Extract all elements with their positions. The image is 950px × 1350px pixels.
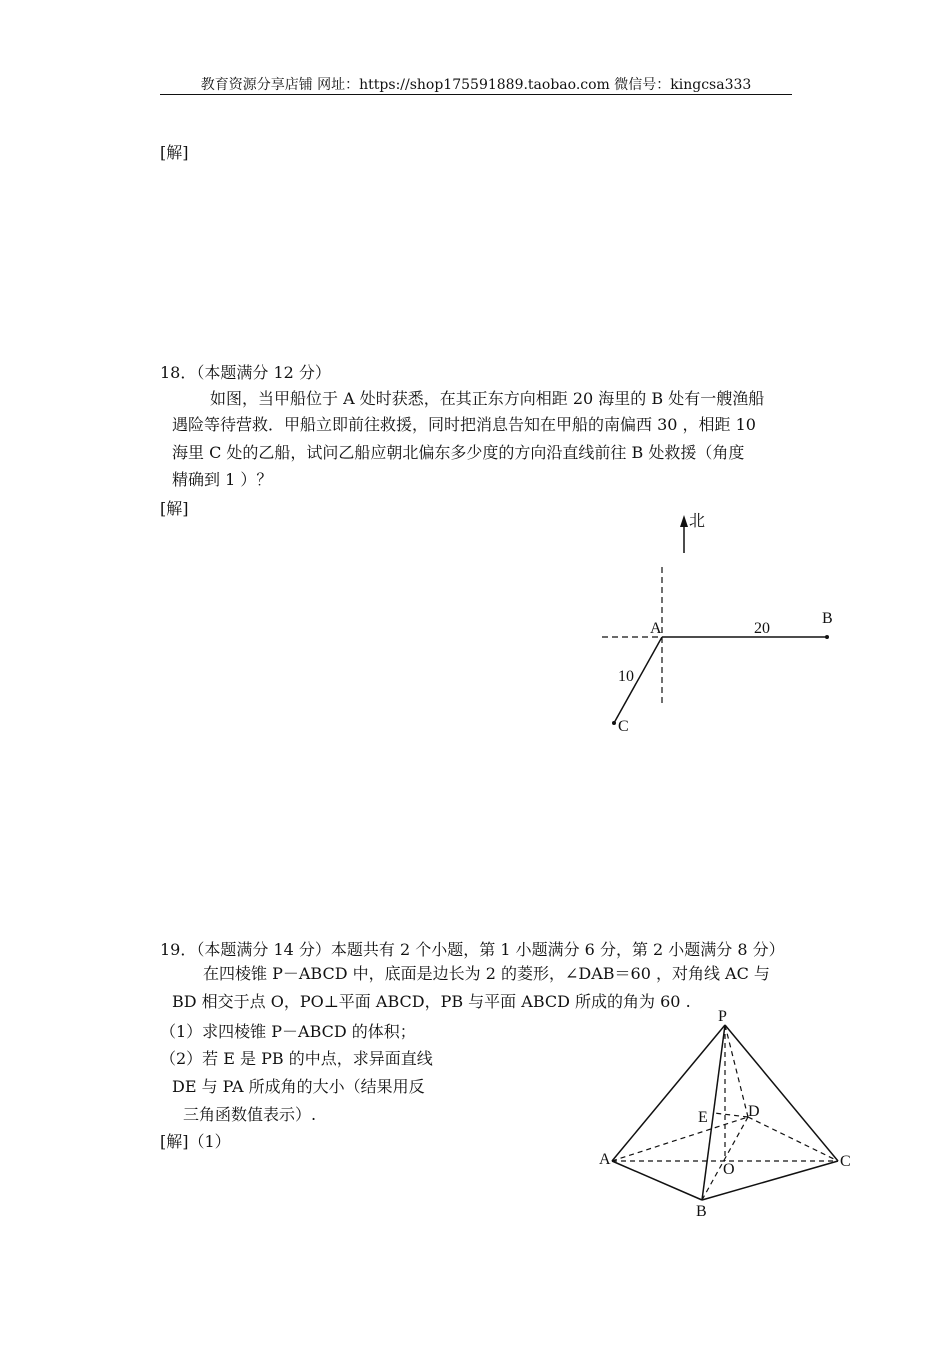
label-ab-length: 20	[754, 620, 770, 637]
q19-part2-line-1: （2）若 E 是 PB 的中点，求异面直线	[160, 1049, 433, 1068]
north-label: 北	[689, 513, 706, 530]
q19-pyramid-figure	[590, 1000, 860, 1225]
label-b: B	[696, 1203, 707, 1220]
edge-dc-hidden	[748, 1117, 838, 1161]
label-a: A	[650, 620, 662, 637]
label-c: C	[840, 1153, 851, 1170]
label-b: B	[822, 610, 833, 627]
label-a: A	[599, 1151, 611, 1168]
q18-solution-label: [解]	[160, 499, 189, 518]
q19-title: 19．（本题满分 14 分）本题共有 2 个小题，第 1 小题满分 6 分，第 2 小题满分 8 分）	[160, 940, 785, 959]
label-e: E	[698, 1109, 708, 1126]
q18-body-line-2: 遇险等待营救．甲船立即前往救援，同时把消息告知在甲船的南偏西 30 ，相距 10	[172, 415, 756, 434]
q17-solution-label: [解]	[160, 143, 189, 162]
q18-title: 18．（本题满分 12 分）	[160, 363, 331, 382]
point-b-dot	[825, 635, 829, 639]
north-arrow-head	[680, 515, 688, 527]
edge-pa	[612, 1025, 725, 1161]
q19-body-line-1: 在四棱锥 P－ABCD 中，底面是边长为 2 的菱形，∠DAB＝60 ，对角线 AC 与	[203, 964, 770, 983]
header-rule	[160, 94, 792, 95]
point-c-dot	[612, 721, 616, 725]
segment-de	[714, 1113, 748, 1117]
q18-figure	[590, 505, 850, 745]
edge-pc	[725, 1025, 838, 1161]
q18-body-line-4: 精确到 1 ）？	[172, 470, 273, 489]
q19-part2-line-2: DE 与 PA 所成角的大小（结果用反	[172, 1077, 425, 1096]
q19-body-line-2: BD 相交于点 O，PO⊥平面 ABCD，PB 与平面 ABCD 所成的角为 60 .	[172, 992, 691, 1011]
q19-solution-label: [解]（1）	[160, 1132, 231, 1151]
page-header: 教育资源分享店铺 网址：https://shop175591889.taobao.com 微信号：kingcsa333	[200, 77, 752, 93]
edge-ab	[612, 1161, 702, 1200]
q18-body-line-3: 海里 C 处的乙船，试问乙船应朝北偏东多少度的方向沿直线前往 B 处救援（角度	[172, 443, 745, 462]
label-d: D	[748, 1103, 760, 1120]
q19-part2-line-3: 三角函数值表示）.	[183, 1105, 317, 1124]
edge-ad-hidden	[612, 1117, 748, 1161]
label-o: O	[723, 1161, 735, 1178]
label-ac-length: 10	[618, 668, 634, 685]
label-p: P	[718, 1008, 727, 1025]
q19-part1: （1）求四棱锥 P－ABCD 的体积；	[160, 1022, 416, 1041]
label-c: C	[618, 718, 629, 735]
q18-body-line-1: 如图，当甲船位于 A 处时获悉，在其正东方向相距 20 海里的 B 处有一艘渔船	[210, 389, 765, 408]
